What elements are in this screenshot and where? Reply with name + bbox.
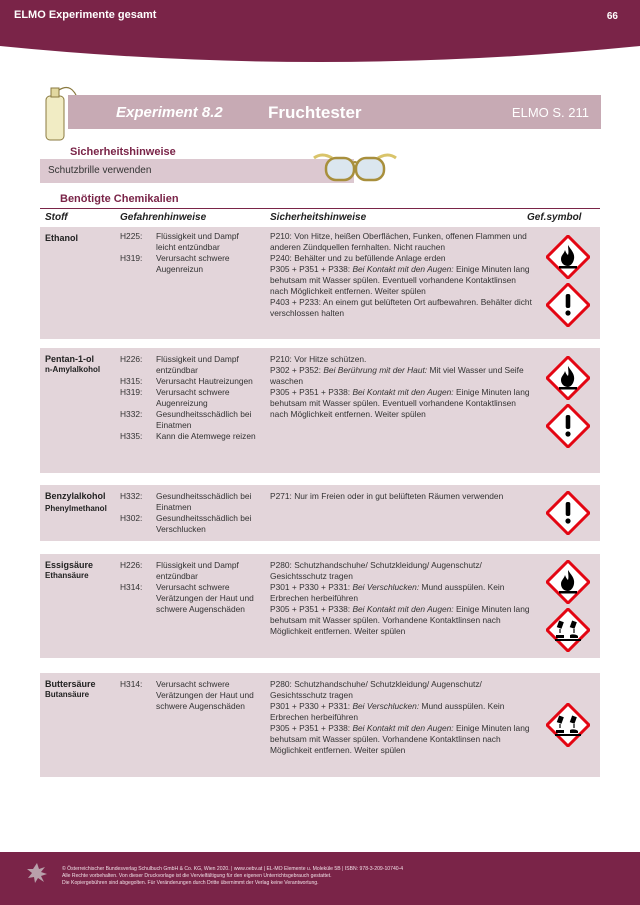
substance-alt-name: Butansäure [45,690,90,699]
precaution-text: Mund ausspülen. Kein Erbrechen herbeiführen [270,701,505,722]
footer-legal [62,866,403,887]
substance-name: Benzylalkohol [45,491,106,501]
chemical-row [40,673,600,777]
hazard-text: Verursacht schwere Augenreizung [156,387,230,408]
column-header-precautions: Sicherheitshinweise [270,212,367,223]
hazard-text: Gesundheitsschädlich bei Einatmen [156,409,252,430]
hazard-text: Kann die Atemwege reizen [156,431,256,441]
precaution-text: Einige Minuten lang behutsam mit Wasser spülen. Eventuell vorhandene Kontaktlinsen nach Möglichkeit entfernen. Weiter spülen [270,264,530,296]
publisher-logo-icon [26,862,48,884]
precaution-code: P403 + P233: [270,297,321,307]
hazard-list [120,354,260,442]
safety-bar [40,159,354,183]
hazard-text: Verursacht schwere Verätzungen der Haut und schwere Augenschäden [156,582,254,614]
precaution-italic: Bei Kontakt mit den Augen: [352,723,454,733]
precaution-code: P210: [270,231,292,241]
precaution-text: Schutzhandschuhe/ Schutzkleidung/ Augenschutz/ Gesichtsschutz tragen [270,679,482,700]
precaution-text: Behälter und zu befüllende Anlage erden [294,253,446,263]
experiment-label: Experiment 8.2 [116,104,223,121]
precaution-code: P305 + P351 + P338: [270,387,351,397]
safety-goggles-icon [310,150,400,186]
hazard-code: H314: [120,582,143,592]
substance-name: Buttersäure [45,679,96,689]
substance-name: Pentan-1-ol [45,354,95,364]
precaution-text: Einige Minuten lang behutsam mit Wasser spülen. Eventuell vorhandene Kontaktlinsen nach Möglichkeit entfernen. Weiter spülen [270,387,530,419]
precaution-code: P271: [270,491,292,501]
precaution-list [270,491,532,502]
precaution-code: P305 + P351 + P338: [270,264,351,274]
flame-pictogram-icon [546,356,590,400]
precaution-text: Von Hitze, heißen Oberflächen, Funken, offenen Flammen und anderen Zündquellen fernhalten. Nicht rauchen [270,231,527,252]
experiment-banner [68,95,601,129]
precaution-code: P301 + P330 + P331: [270,701,351,711]
precaution-code: P302 + P352: [270,365,321,375]
precaution-text: Vor Hitze schützen. [294,354,367,364]
precaution-text: Nur im Freien oder in gut belüfteten Räumen verwenden [294,491,504,501]
flame-pictogram-icon [546,560,590,604]
chemical-row [40,485,600,541]
hazard-code: H332: [120,409,143,419]
chemicals-title: Benötigte Chemikalien [60,193,179,205]
hazard-code: H315: [120,376,143,386]
exclamation-pictogram-icon [546,404,590,448]
chemical-row [40,554,600,658]
substance-alt-name: Phenylmethanol [45,504,107,513]
flame-pictogram-icon [546,235,590,279]
precaution-text: Einige Minuten lang behutsam mit Wasser spülen. Vorhandene Kontaktlinsen nach Möglichkeit entfernen. Weiter spülen [270,604,530,636]
header-band [0,0,640,64]
chemical-row [40,348,600,473]
hazard-list [120,231,260,275]
divider [40,208,600,209]
hazard-code: H225: [120,231,143,241]
safety-title: Sicherheitshinweise [70,146,176,158]
precaution-text: Mund ausspülen. Kein Erbrechen herbeiführen [270,582,505,603]
corrosion-pictogram-icon [546,608,590,652]
substance-name: Essigsäure [45,560,94,570]
document-title: ELMO Experimente gesamt [14,9,157,21]
precaution-text: Einige Minuten lang behutsam mit Wasser spülen. Vorhandene Kontaktlinsen nach Möglichkeit entfernen. Weiter spülen [270,723,530,755]
hazard-text: Verursacht schwere Augenreizun [156,253,230,274]
hazard-code: H302: [120,513,143,523]
precaution-italic: Bei Berührung mit der Haut: [323,365,428,375]
experiment-reference: ELMO S. 211 [511,105,589,120]
precaution-text: An einem gut belüfteten Ort aufbewahren. Behälter dicht verschlossen halten [270,297,532,318]
chemical-row [40,227,600,339]
hazard-code: H335: [120,431,143,441]
hazard-code: H319: [120,387,143,397]
precaution-italic: Bei Kontakt mit den Augen: [352,264,454,274]
hazard-code: H332: [120,491,143,501]
hazard-list [120,560,260,615]
precaution-list [270,560,532,637]
precaution-italic: Bei Verschlucken: [352,701,420,711]
precaution-code: P301 + P330 + P331: [270,582,351,592]
hazard-text: Flüssigkeit und Dampf leicht entzündbar [156,231,239,252]
hazard-text: Flüssigkeit und Dampf entzündbar [156,354,239,375]
precaution-code: P210: [270,354,292,364]
page-number: 66 [606,11,618,22]
exclamation-pictogram-icon [546,491,590,535]
hazard-code: H314: [120,679,143,689]
precaution-code: P240: [270,253,292,263]
substance-name: Ethanol [45,233,78,243]
precaution-list [270,354,532,420]
hazard-list [120,491,260,535]
corrosion-pictogram-icon [546,703,590,747]
precaution-italic: Bei Kontakt mit den Augen: [352,604,454,614]
column-header-symbol: Gef.symbol [527,212,582,223]
precaution-italic: Bei Kontakt mit den Augen: [352,387,454,397]
precaution-code: P305 + P351 + P338: [270,604,351,614]
footer-line: Alle Rechte vorbehalten. Von dieser Druckvorlage ist die Vervielfältigung für den eigenen Unterrichtsgebrauch gestattet. [62,873,332,879]
substance-alt-name: Ethansäure [45,571,89,580]
precaution-code: P280: [270,679,292,689]
hazard-code: H226: [120,354,143,364]
hazard-text: Flüssigkeit und Dampf entzündbar [156,560,239,581]
hazard-code: H319: [120,253,143,263]
column-header-substance: Stoff [45,212,68,223]
footer-line: © Österreichischer Bundesverlag Schulbuch GmbH & Co. KG, Wien 2020. | www.oebv.at | EL-MO Elemente u. Moleküle 5B | ISBN: 978-3-209-10740-4 [62,866,404,872]
column-header-hazards: Gefahrenhinweise [120,212,207,223]
hazard-text: Verursacht Hautreizungen [156,376,253,386]
precaution-italic: Bei Verschlucken: [352,582,420,592]
exclamation-pictogram-icon [546,283,590,327]
precaution-text: Schutzhandschuhe/ Schutzkleidung/ Augenschutz/ Gesichtsschutz tragen [270,560,482,581]
safety-text: Schutzbrille verwenden [48,165,152,176]
hazard-list [120,679,260,712]
hazard-text: Verursacht schwere Verätzungen der Haut und schwere Augenschäden [156,679,254,711]
precaution-code: P280: [270,560,292,570]
precaution-text: Mit viel Wasser und Seife waschen [270,365,524,386]
hazard-code: H226: [120,560,143,570]
precaution-list [270,231,532,319]
experiment-title: Fruchtester [268,103,362,122]
substance-alt-name: n-Amylalkohol [45,365,101,374]
hazard-text: Gesundheitsschädlich bei Einatmen [156,491,252,512]
hazard-text: Gesundheitsschädlich bei Verschlucken [156,513,252,534]
precaution-list [270,679,532,756]
precaution-code: P305 + P351 + P338: [270,723,351,733]
footer-line: Die Kopiergebühren sind abgegolten. Für Veränderungen durch Dritte übernimmt der Verlag keine Verantwortung. [62,880,319,886]
